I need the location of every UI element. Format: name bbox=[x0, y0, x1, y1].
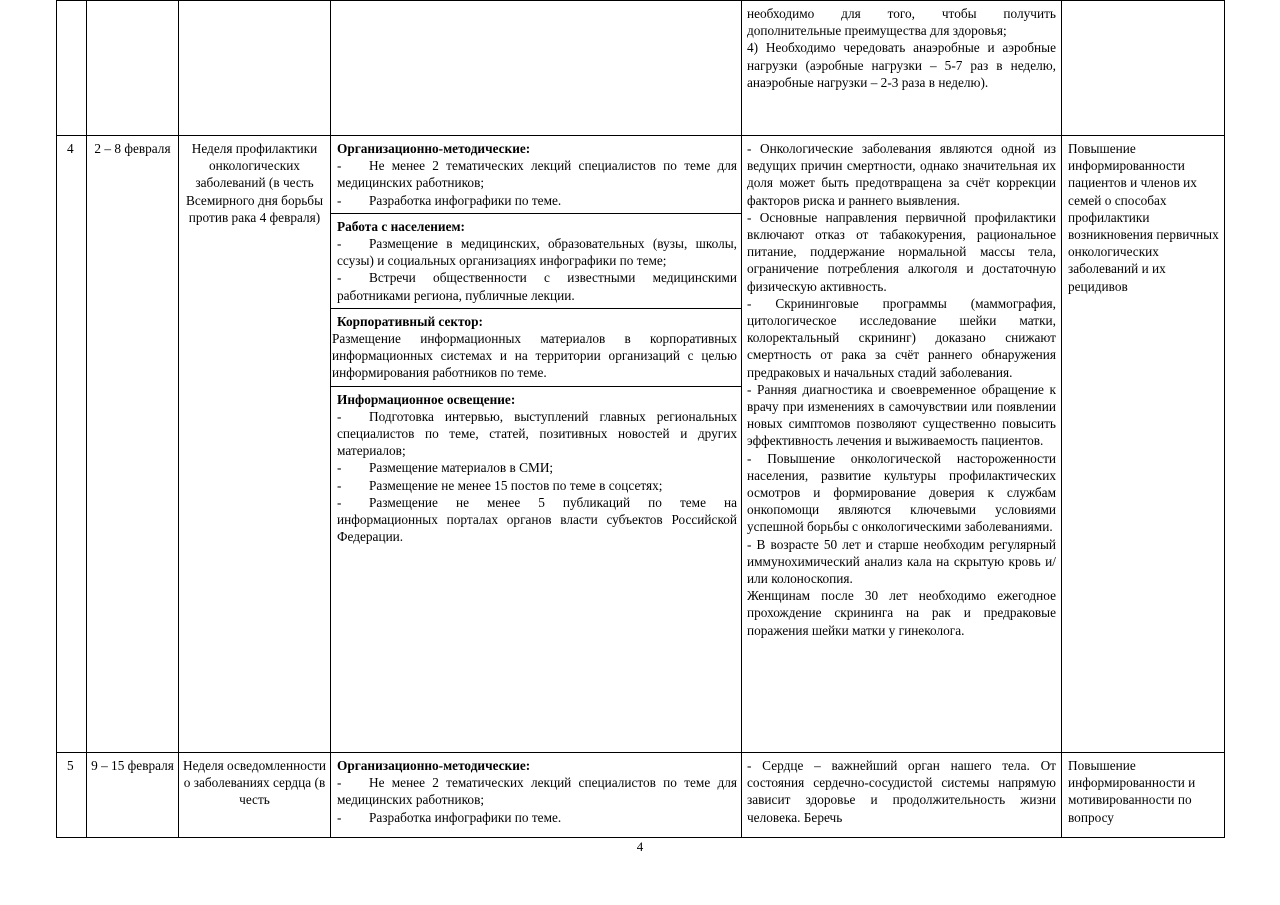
info-paragraph: - Скрининговые программы (маммография, цитологическое исследование шейки матки, колоректальный скрининг) доказано снижают смертность от рака за счёт раннего обнаружения предраковых и начальных стадий заболевания. bbox=[747, 295, 1056, 380]
cell-activities bbox=[331, 1, 742, 136]
section-title: Организационно-методические: bbox=[337, 758, 531, 773]
row-event-title: Неделя осведомленности о заболеваниях сердца (в честь bbox=[179, 753, 331, 838]
list-item: - Разработка инфографики по теме. bbox=[337, 809, 562, 825]
list-item: - Не менее 2 тематических лекций специалистов по теме для медицинских работников; bbox=[337, 158, 737, 191]
section-organizational bbox=[331, 136, 741, 213]
list-item: - Размещение не менее 15 постов по теме в соцсетях; bbox=[337, 477, 663, 493]
page-number: 4 bbox=[636, 839, 644, 854]
row-number: 5 bbox=[57, 753, 87, 838]
row-date: 9 – 15 февраля bbox=[87, 753, 179, 838]
list-item: - Размещение в медицинских, образовательных (вузы, школы, ссузы) и социальных организациях инфографики по теме; bbox=[337, 236, 737, 269]
info-paragraph: 4) Необходимо чередовать анаэробные и аэробные нагрузки (аэробные нагрузки – 5-7 раз в неделю, анаэробные нагрузки – 2-3 раза в неделю). bbox=[747, 40, 1056, 90]
list-item: - Подготовка интервью, выступлений главных региональных специалистов по теме, статей, позитивных новостей и других материалов; bbox=[337, 408, 737, 459]
info-paragraph: - Основные направления первичной профилактики включают отказ от табакокурения, рациональное питание, поддержание нормальной массы тела, ограничение потребления алкоголя и достаточную физическую активность. bbox=[747, 209, 1056, 294]
info-paragraph: - Повышение онкологической настороженности населения, развитие культуры профилактических осмотров и формирование доверия к службам онкопомощи являются ключевыми условиями успешной борьбы с онкологическими заболеваниями. bbox=[747, 450, 1056, 535]
cell-activities bbox=[331, 753, 742, 838]
section-organizational bbox=[331, 753, 741, 830]
cell-info bbox=[742, 753, 1062, 838]
cell-date bbox=[87, 1, 179, 136]
section-title: Работа с населением: bbox=[337, 218, 465, 234]
cell-info bbox=[742, 136, 1062, 753]
info-paragraph: - Онкологические заболевания являются одной из ведущих причин смертности, однако значительная их доля может быть предотвращена за счёт коррекции факторов риска и раннего выявления. bbox=[747, 141, 1056, 208]
list-item: - Размещение материалов в СМИ; bbox=[337, 460, 554, 476]
table-row-continuation bbox=[57, 1, 1225, 136]
list-item: - Не менее 2 тематических лекций специалистов по теме для медицинских работников; bbox=[337, 775, 737, 808]
section-text: Размещение информационных материалов в корпоративных информационных системах и на территории организаций с целью информирования работников по теме. bbox=[332, 331, 737, 381]
plan-table bbox=[56, 0, 1225, 838]
row-date: 2 – 8 февраля bbox=[87, 136, 179, 753]
info-paragraph: - Ранняя диагностика и своевременное обращение к врачу при изменениях в самочувствии или появлении новых симптомов позволяют существенно повысить эффективность лечения и выживаемость пациентов. bbox=[747, 381, 1056, 449]
info-paragraph: необходимо для того, чтобы получить дополнительные преимущества для здоровья; bbox=[747, 6, 1056, 39]
section-title: Информационное освещение: bbox=[337, 391, 516, 407]
section-population bbox=[331, 213, 741, 308]
cell-info bbox=[742, 1, 1062, 136]
list-item: - Разработка инфографики по теме. bbox=[337, 192, 562, 208]
cell-number bbox=[57, 1, 87, 136]
section-corporate bbox=[331, 308, 741, 386]
section-title: Корпоративный сектор: bbox=[337, 313, 483, 329]
cell-activities bbox=[331, 136, 742, 753]
cell-event bbox=[179, 1, 331, 136]
cell-result bbox=[1062, 1, 1225, 136]
table-row-4 bbox=[57, 136, 1225, 753]
section-title: Организационно-методические: bbox=[337, 141, 531, 156]
row-expected-result: Повышение информированности пациентов и членов их семей о способах профилактики возникновения первичных онкологических заболеваний и их рецидивов bbox=[1062, 136, 1225, 753]
list-item: - Встречи общественности с известными медицинскими работниками региона, публичные лекции. bbox=[337, 270, 737, 303]
row-expected-result: Повышение информированности и мотивированности по вопросу bbox=[1062, 753, 1225, 838]
info-paragraph: Женщинам после 30 лет необходимо ежегодное прохождение скрининга на рак и предраковые поражения шейки матки у гинеколога. bbox=[747, 588, 1056, 638]
section-media bbox=[331, 386, 741, 550]
table-row-5 bbox=[57, 753, 1225, 838]
info-paragraph: - Сердце – важнейший орган нашего тела. От состояния сердечно-сосудистой системы напрямую зависит здоровье и продолжительность жизни человека. Беречь bbox=[747, 758, 1056, 825]
info-paragraph: - В возрасте 50 лет и старше необходим регулярный иммунохимический анализ кала на скрытую кровь и/или колоноскопия. bbox=[747, 536, 1056, 587]
row-number: 4 bbox=[57, 136, 87, 753]
list-item: - Размещение не менее 5 публикаций по теме на информационных порталах органов власти субъектов Российской Федерации. bbox=[337, 494, 737, 545]
row-event-title: Неделя профилактики онкологических заболеваний (в честь Всемирного дня борьбы против рака 4 февраля) bbox=[179, 136, 331, 753]
